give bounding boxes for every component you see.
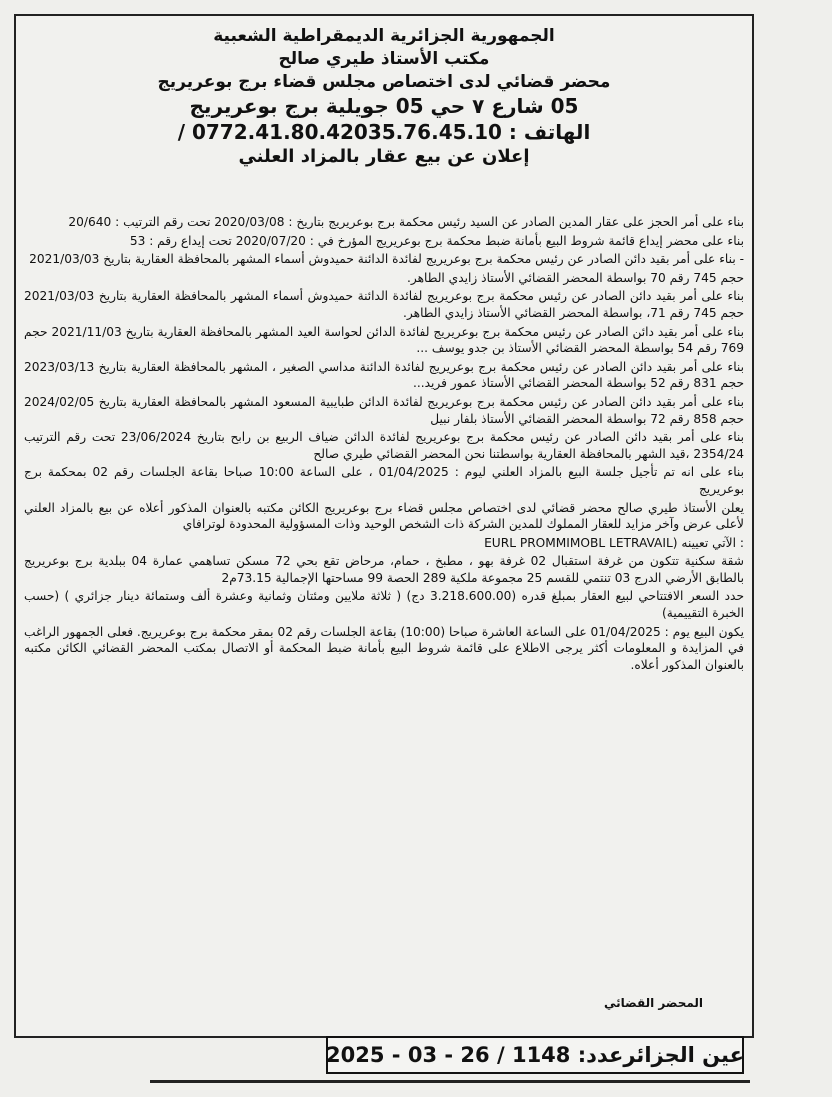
paragraph-seizure-order: بناء على أمر الحجز على عقار المدين الصادر عن السيد رئيس محكمة برج بوعريريج بتاريخ : 2020/03/08 تحت رقم الترتيب : 20/640 — [68, 215, 744, 229]
bailiff-title: محضر قضائي لدى اختصاص مجلس قضاء برج بوعريريج — [157, 72, 611, 92]
paragraph-creditor-3: بناء على أمر بقيد دائن الصادر عن رئيس محكمة برج بوعريريج لفائدة الدائن لحواسة العيد المشهر بالمحافظة العقارية بتاريخ 2021/11/03 حجم 769 رقم 54 بواسطة المحضر القضائي الأستاذ بن جدو يوسف ... — [24, 324, 745, 356]
office-phone: الهاتف : 0772.41.80.42035.76.45.10 / — [177, 120, 591, 144]
paragraph-creditor-6: بناء على أمر بقيد دائن الصادر عن رئيس محكمة برج بوعريريج لفائدة الدائن ضياف الربيع بن رابح بتاريخ 23/06/2024 تحت رقم الترتيب 2354/24 ،قيد الشهر بالمحافظة العقارية بواسطتنا نحن المحضر القضائي طيري صالح — [24, 430, 744, 461]
footer-divider — [150, 1080, 750, 1083]
publication-reference: عين الجزائرعدد: 1148 / 26 - 03 - 2025 — [326, 1043, 744, 1067]
signature-label: المحضر القضائي — [604, 996, 704, 1010]
paragraph-sale-date: يكون البيع يوم : 01/04/2025 على الساعة العاشرة صباحا (10:00) بقاعة الجلسات رقم 02 بمقر محكمة برج بوعريريج. فعلى الجمهور الراغب في المزايدة و المعلومات أكثر يرجى الاطلاع على قائمة شروط البيع بأمانة ضبط المحكمة أو الاتصال بمكتب المحضر القضائي الكائن مكتبه بالعنوان المذكور أعلاه. — [24, 624, 744, 672]
paragraph-property-description: شقة سكنية تتكون من غرفة استقبال 02 غرفة بهو ، مطبخ ، حمام، مرحاض تقع بحي 72 مسكن تساهمي عمارة 04 ببلدية برج بوعريريج بالطابق الأرضي الدرج 03 تنتمي للقسم 25 مجموعة ملكية 289 الحصة 99 مساحتها الإجمالية 73.15م2 — [24, 554, 744, 585]
paragraph-creditor-1: - بناء على أمر بقيد دائن الصادر عن رئيس محكمة برج بوعريريج لفائدة الدائنة حميدوش أسماء المشهر بالمحافظة العقارية بتاريخ 2021/03/03 — [29, 252, 744, 267]
office-name: مكتب الأستاذ طيري صالح — [278, 49, 490, 69]
announcement-frame — [14, 14, 754, 1038]
paragraph-postponement: بناء على انه تم تأجيل جلسة البيع بالمزاد العلني ليوم : 01/04/2025 ، على الساعة 10:00 صباحا بقاعة الجلسات رقم 02 بمحكمة برج بوعريريج — [24, 465, 744, 496]
paragraph-conditions-deposit: بناء على محضر إيداع قائمة شروط البيع بأمانة ضبط محكمة برج بوعريريج المؤرخ في : 2020/07/20 تحت إيداع رقم : 53 — [129, 233, 744, 248]
announcement-body — [24, 214, 744, 675]
paragraph-creditor-5: بناء على أمر بقيد دائن الصادر عن رئيس محكمة برج بوعريريج لفائدة الدائن طبايبية المسعود المشهر بالمحافظة العقارية بتاريخ 2024/02/05 حجم 858 رقم 72 بواسطة المحضر القضائي الأستاذ بلفار نبيل — [24, 394, 744, 426]
paragraph-creditor-4: بناء على أمر بقيد دائن الصادر عن رئيس محكمة برج بوعريريج لفائدة الدائنة مداسي الصغير ، المشهر بالمحافظة العقارية بتاريخ 2023/03/13 حجم 831 رقم 52 بواسطة المحضر القضائي الأستاذ عمور فريد... — [24, 359, 744, 391]
paragraph-creditor-2: بناء على أمر بقيد دائن الصادر عن رئيس محكمة برج بوعريريج لفائدة الدائنة حميدوش أسماء المشهر بالمحافظة العقارية بتاريخ 2021/03/03 حجم 745 رقم 71، بواسطة المحضر القضائي الأستاذ زايدي الطاهر. — [24, 289, 744, 320]
office-address: 05 شارع ٧ حي 05 جويلية برج بوعريريج — [189, 94, 579, 118]
paragraph-creditor-1-volume: حجم 745 رقم 70 بواسطة المحضر القضائي الأستاذ زايدي الطاهر. — [406, 270, 744, 285]
paragraph-company-name: : الآتي تعيينه (EURL PROMMIMOBL LETRAVAIL — [484, 535, 744, 550]
paragraph-opening-price: حدد السعر الافتتاحي لبيع العقار بمبلغ قدره (3.218.600.00 دج) ( ثلاثة ملايين ومئتان وثمانية وعشرة ألف وستمائة دينار جزائري ) (حسب الخبرة التقييمية) — [24, 589, 744, 621]
publication-reference-box — [326, 1036, 744, 1074]
announcement-title: إعلان عن بيع عقار بالمزاد العلني — [238, 146, 530, 167]
paragraph-sale-notice: يعلن الأستاذ طيري صالح محضر قضائي لدى اختصاص مجلس قضاء برج بوعريريج الكائن مكتبه بالعنوان المذكور أعلاه عن بيع بالمزاد العلني لأعلى عرض وآخر مزايد للعقار المملوك للمدين الشركة ذات الشخص الوحيد وذات المسؤولية المحدودة لوترافاي — [24, 500, 744, 532]
republic-name: الجمهورية الجزائرية الديمقراطية الشعبية — [213, 26, 555, 46]
announcement-header — [30, 24, 738, 167]
